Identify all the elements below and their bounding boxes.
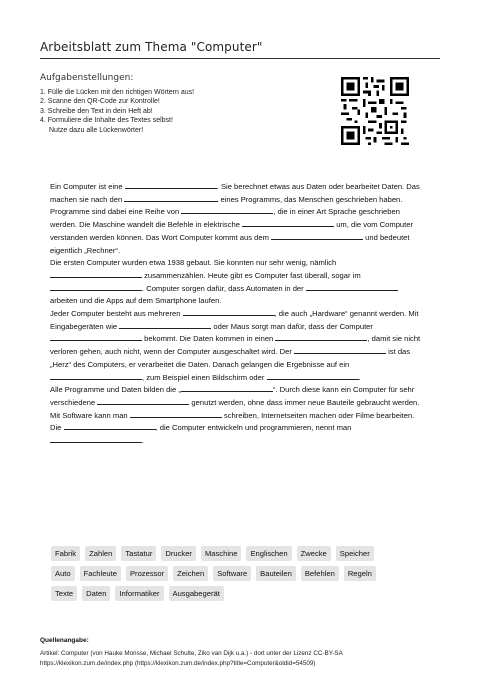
word-chip[interactable]: Zwecke [297,546,331,561]
word-chip[interactable]: Befehlen [301,566,339,581]
paragraph-3: Die ersten Computer wurden etwa 1938 gebaut. Sie konnten nur sehr wenig, nämlich zusammenzählen. Heute gibt es Computer fast überall, sogar im . Computer sorgen dafür, dass Automaten in der arbeiten und die Apps auf dem Smartphone laufen. [50,257,425,308]
word-chip[interactable]: Texte [51,586,77,601]
word-chip[interactable]: Zahlen [85,546,116,561]
gap-blank[interactable] [275,333,367,341]
source-line: Artikel: Computer (von Hauke Morisse, Michael Schulte, Ziko van Dijk u.a.) - dort unter der Lizenz CC-BY-SA [40,650,343,657]
word-chip[interactable]: Englischen [246,546,291,561]
word-chip[interactable]: Software [213,566,251,581]
gap-blank[interactable] [271,232,363,240]
gap-blank[interactable] [181,384,273,392]
cloze-text [50,181,425,448]
task-item: Nutze dazu alle Lückenwörter! [49,126,144,134]
word-row [51,586,441,601]
gap-blank[interactable] [294,346,386,354]
worksheet-title: Arbeitsblatt zum Thema "Computer" [40,40,263,54]
word-chip[interactable]: Regeln [344,566,376,581]
word-chip[interactable]: Zeichen [173,566,208,581]
word-chip[interactable]: Tastatur [121,546,156,561]
gap-blank[interactable] [124,194,218,202]
gap-blank[interactable] [183,308,275,316]
word-bank [51,546,441,606]
word-chip[interactable]: Fabrik [51,546,80,561]
gap-blank[interactable] [181,206,273,214]
source-heading: Quellenangabe: [40,637,89,644]
task-item: 4. Formuliere die Inhalte des Textes selbst! [40,117,173,125]
gap-blank[interactable] [50,333,142,341]
tasks-heading: Aufgabenstellungen: [40,73,134,83]
title-divider [40,58,440,59]
word-chip[interactable]: Maschine [201,546,242,561]
task-item: 1. Fülle die Lücken mit den richtigen Wörtern aus! [40,89,195,96]
word-chip[interactable]: Informatiker [115,586,163,601]
paragraph-4: Jeder Computer besteht aus mehreren , die auch „Hardware“ genannt werden. Mit Eingabegeräten wie oder Maus sorgt man dafür, dass der Computer bekommt. Die Daten kommen in einen , damit sie nicht verloren gehen, auch nicht, wenn der Computer ausgeschaltet wird. Der ist das „Herz“ des Computers, er verarbeitet die Daten. Danach gelangen die Ergebnisse auf ein , zum Beispiel einen Bildschirm oder . [50,309,421,382]
paragraph-2: Programme sind dabei eine Reihe von , die in einer Art Sprache geschrieben werden. Die Maschine wandelt die Befehle in elektrische um, die vom Computer verstanden werden können. Das Wort Computer kommt aus dem und bedeutet eigentlich „Rechner“. [50,207,414,255]
word-chip[interactable]: Auto [51,566,75,581]
word-chip[interactable]: Ausgabegerät [169,586,224,601]
word-chip[interactable]: Drucker [161,546,196,561]
gap-blank[interactable] [97,397,189,405]
word-row [51,566,441,581]
gap-blank[interactable] [50,435,142,443]
gap-blank[interactable] [119,321,211,329]
task-item: 2. Scanne den QR-Code zur Kontrolle! [40,98,160,106]
gap-blank[interactable] [50,372,142,380]
word-chip[interactable]: Prozessor [126,566,168,581]
source-link[interactable]: https://klexikon.zum.de/index.php (https://klexikon.zum.de/index.php?title=Computer&oldid=54509) [40,659,316,667]
source-citation [40,649,343,668]
task-item: 3. Schreibe den Text in dein Heft ab! [40,107,153,115]
gap-blank[interactable] [130,410,222,418]
qr-code[interactable] [341,77,409,145]
gap-blank[interactable] [50,270,142,278]
word-row [51,546,441,561]
word-chip[interactable]: Daten [82,586,110,601]
task-list [40,88,194,135]
gap-blank[interactable] [50,283,142,291]
word-chip[interactable]: Bauteilen [256,566,296,581]
gap-blank[interactable] [64,422,156,430]
gap-blank[interactable] [306,283,398,291]
paragraph-5: Alle Programme und Daten bilden die „ “. Durch diese kann ein Computer für sehr verschiedene genutzt werden, ohne dass immer neue Bauteile gebraucht werden. Mit Software kann man schreiben, Internetseiten machen oder Filme bearbeiten. Die , die Computer entwickeln und programmieren, nennt man . [50,385,420,446]
paragraph-1: Ein Computer ist eine . Sie berechnet etwas aus Daten oder bearbeitet Daten. Das machen sie nach den eines Programms, das Menschen geschrieben haben. [50,182,420,204]
word-chip[interactable]: Speicher [336,546,374,561]
gap-blank[interactable] [125,181,217,189]
word-chip[interactable]: Fachleute [80,566,121,581]
gap-blank[interactable] [242,219,334,227]
gap-blank[interactable] [267,372,359,380]
